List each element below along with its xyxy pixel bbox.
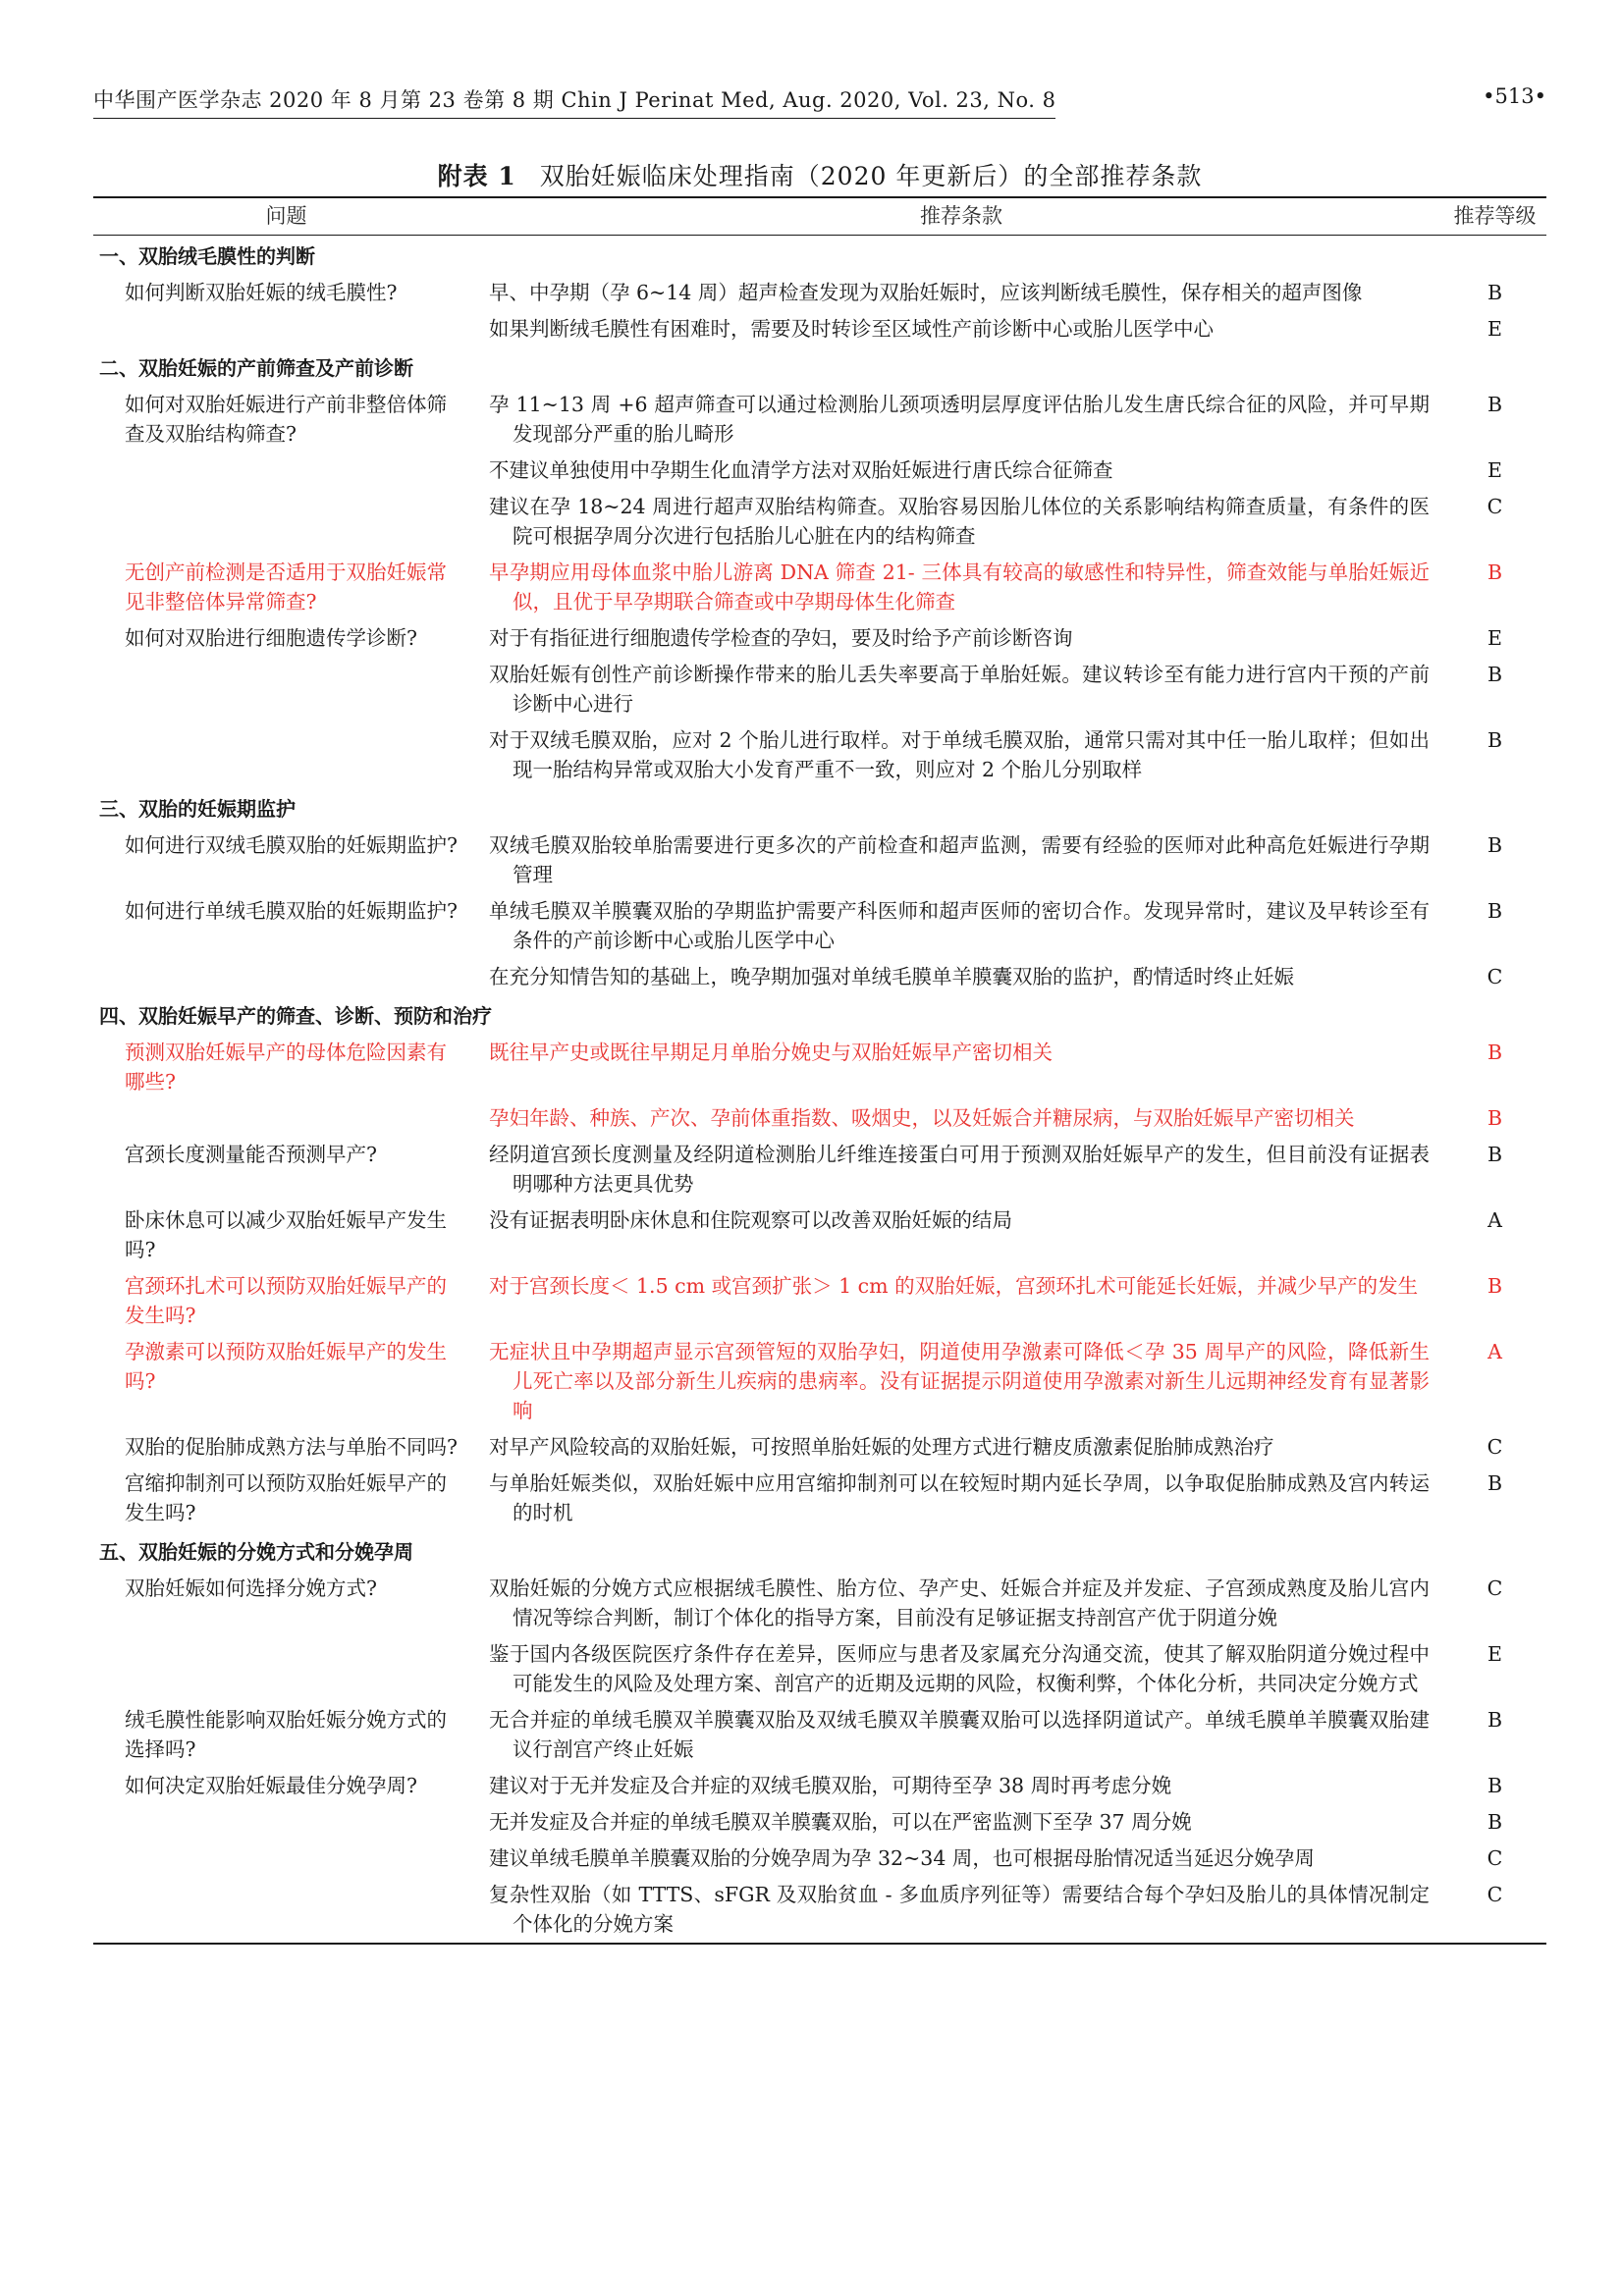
grade-cell: C <box>1487 1846 1503 1870</box>
recommendation-text: 对早产风险较高的双胎妊娠，可按照单胎妊娠的处理方式进行糖皮质激素促胎肺成熟治疗 <box>489 1435 1274 1459</box>
recommendation-cell <box>479 1768 1443 1804</box>
grade-cell: B <box>1487 561 1503 584</box>
section-title: 二、双胎妊娠的产前筛查及产前诊断 <box>99 356 413 380</box>
question-cell <box>93 959 479 995</box>
grade-cell: E <box>1487 1642 1502 1666</box>
grade-cell: C <box>1487 1576 1503 1600</box>
recommendation-cell <box>479 275 1443 311</box>
table-row <box>93 722 1546 788</box>
grade-cell: B <box>1487 1106 1503 1130</box>
question-cell <box>93 1100 479 1137</box>
recommendation-cell <box>479 828 1443 893</box>
recommendation-cell <box>479 1841 1443 1877</box>
recommendation-text: 孕妇年龄、种族、产次、孕前体重指数、吸烟史，以及妊娠合并糖尿病，与双胎妊娠早产密切相关 <box>489 1106 1355 1130</box>
grade-cell: B <box>1487 1708 1503 1732</box>
section-row <box>93 1531 1546 1571</box>
recommendation-text: 没有证据表明卧床休息和住院观察可以改善双胎妊娠的结局 <box>489 1208 1012 1232</box>
recommendation-text: 无症状且中孕期超声显示宫颈管短的双胎孕妇，阴道使用孕激素可降低＜孕 35 周早产的风险，降低新生儿死亡率以及部分新生儿疾病的患病率。没有证据提示阴道使用孕激素对新生儿远期神经发育有显著影响 <box>489 1340 1430 1422</box>
recommendation-cell <box>479 311 1443 347</box>
recommendation-cell <box>479 1466 1443 1531</box>
recommendation-cell <box>479 555 1443 620</box>
section-row <box>93 347 1546 387</box>
grade-cell: B <box>1487 393 1503 416</box>
question-cell: 如何进行双绒毛膜双胎的妊娠期监护? <box>125 833 458 857</box>
table-row <box>93 959 1546 995</box>
recommendation-text: 双胎妊娠有创性产前诊断操作带来的胎儿丢失率要高于单胎妊娠。建议转诊至有能力进行宫内干预的产前诊断中心进行 <box>489 663 1430 716</box>
table-label: 附表 1 <box>437 162 516 190</box>
section-title: 四、双胎妊娠早产的筛查、诊断、预防和治疗 <box>99 1004 492 1028</box>
question-cell: 无创产前检测是否适用于双胎妊娠常见非整倍体异常筛查? <box>125 561 447 614</box>
table-row <box>93 1466 1546 1531</box>
table-row <box>93 893 1546 959</box>
table-row <box>93 1877 1546 1944</box>
recommendation-text: 早孕期应用母体血浆中胎儿游离 DNA 筛查 21- 三体具有较高的敏感性和特异性，筛查效能与单胎妊娠近似，且优于早孕期联合筛查或中孕期母体生化筛查 <box>489 561 1430 614</box>
table-row <box>93 828 1546 893</box>
recommendation-cell <box>479 1571 1443 1636</box>
table-header-row <box>93 197 1546 236</box>
grade-cell: A <box>1487 1340 1502 1363</box>
recommendations-table <box>93 196 1546 1945</box>
recommendation-text: 无合并症的单绒毛膜双羊膜囊双胎及双绒毛膜双羊膜囊双胎可以选择阴道试产。单绒毛膜单羊膜囊双胎建议行剖宫产终止妊娠 <box>489 1708 1430 1761</box>
grade-cell: B <box>1487 663 1503 686</box>
section-title: 一、双胎绒毛膜性的判断 <box>99 244 315 268</box>
recommendation-text: 无并发症及合并症的单绒毛膜双羊膜囊双胎，可以在严密监测下至孕 37 周分娩 <box>489 1810 1192 1834</box>
recommendation-cell <box>479 1268 1443 1334</box>
recommendation-cell <box>479 893 1443 959</box>
recommendation-cell <box>479 1429 1443 1466</box>
recommendation-text: 双绒毛膜双胎较单胎需要进行更多次的产前检查和超声监测，需要有经验的医师对此种高危妊娠进行孕期管理 <box>489 833 1430 886</box>
question-cell: 绒毛膜性能影响双胎妊娠分娩方式的选择吗? <box>125 1708 447 1761</box>
recommendation-text: 与单胎妊娠类似，双胎妊娠中应用宫缩抑制剂可以在较短时期内延长孕周，以争取促胎肺成熟及宫内转运的时机 <box>489 1471 1430 1524</box>
question-cell: 双胎妊娠如何选择分娩方式? <box>125 1576 377 1600</box>
question-cell <box>93 453 479 489</box>
table-title <box>93 157 1546 192</box>
table-row <box>93 1768 1546 1804</box>
table-row <box>93 387 1546 453</box>
question-cell: 宫缩抑制剂可以预防双胎妊娠早产的发生吗? <box>125 1471 447 1524</box>
question-cell: 如何对双胎妊娠进行产前非整倍体筛查及双胎结构筛查? <box>125 393 447 446</box>
table-row <box>93 1841 1546 1877</box>
section-row <box>93 788 1546 828</box>
table-row <box>93 489 1546 555</box>
table-row <box>93 1702 1546 1768</box>
question-cell: 如何决定双胎妊娠最佳分娩孕周? <box>125 1774 417 1797</box>
question-cell: 卧床休息可以减少双胎妊娠早产发生吗? <box>125 1208 447 1261</box>
recommendation-text: 经阴道宫颈长度测量及经阴道检测胎儿纤维连接蛋白可用于预测双胎妊娠早产的发生，但目前没有证据表明哪种方法更具优势 <box>489 1143 1430 1196</box>
grade-cell: B <box>1487 1143 1503 1166</box>
question-cell: 双胎的促胎肺成熟方法与单胎不同吗? <box>125 1435 458 1459</box>
table-row <box>93 275 1546 311</box>
recommendation-text: 孕 11~13 周 +6 超声筛查可以通过检测胎儿颈项透明层厚度评估胎儿发生唐氏综合征的风险，并可早期发现部分严重的胎儿畸形 <box>489 393 1430 446</box>
question-cell: 孕激素可以预防双胎妊娠早产的发生吗? <box>125 1340 447 1393</box>
column-header-grade: 推荐等级 <box>1443 197 1546 236</box>
recommendation-cell <box>479 489 1443 555</box>
table-row <box>93 555 1546 620</box>
recommendation-cell <box>479 1100 1443 1137</box>
question-cell <box>93 1636 479 1702</box>
column-header-recommendation: 推荐条款 <box>479 197 1443 236</box>
section-title: 三、双胎的妊娠期监护 <box>99 797 296 821</box>
grade-cell: B <box>1487 281 1503 304</box>
table-row <box>93 1804 1546 1841</box>
table-row <box>93 620 1546 657</box>
recommendation-cell <box>479 959 1443 995</box>
column-header-question: 问题 <box>93 197 479 236</box>
recommendation-text: 对于宫颈长度＜ 1.5 cm 或宫颈扩张＞ 1 cm 的双胎妊娠，宫颈环扎术可能延长妊娠，并减少早产的发生 <box>489 1274 1419 1298</box>
recommendation-cell <box>479 1636 1443 1702</box>
question-cell: 宫颈长度测量能否预测早产? <box>125 1143 377 1166</box>
table-row <box>93 657 1546 722</box>
grade-cell: B <box>1487 833 1503 857</box>
table-caption: 双胎妊娠临床处理指南（2020 年更新后）的全部推荐条款 <box>539 162 1203 190</box>
grade-cell: C <box>1487 1435 1503 1459</box>
table-row <box>93 1429 1546 1466</box>
page-header <box>93 84 1546 124</box>
recommendation-cell <box>479 620 1443 657</box>
recommendation-cell <box>479 1702 1443 1768</box>
grade-cell: E <box>1487 458 1502 482</box>
recommendation-cell <box>479 1804 1443 1841</box>
recommendation-text: 单绒毛膜双羊膜囊双胎的孕期监护需要产科医师和超声医师的密切合作。发现异常时，建议及早转诊至有条件的产前诊断中心或胎儿医学中心 <box>489 899 1430 952</box>
recommendation-cell <box>479 387 1443 453</box>
table-row <box>93 453 1546 489</box>
question-cell <box>93 1804 479 1841</box>
table-row <box>93 1334 1546 1429</box>
recommendation-cell <box>479 1035 1443 1100</box>
table-row <box>93 1571 1546 1636</box>
question-cell <box>93 489 479 555</box>
table-row <box>93 1100 1546 1137</box>
recommendation-text: 建议单绒毛膜单羊膜囊双胎的分娩孕周为孕 32~34 周，也可根据母胎情况适当延迟分娩孕周 <box>489 1846 1315 1870</box>
recommendation-text: 复杂性双胎（如 TTTS、sFGR 及双胎贫血 - 多血质序列征等）需要结合每个孕妇及胎儿的具体情况制定个体化的分娩方案 <box>489 1883 1430 1936</box>
section-row <box>93 995 1546 1035</box>
recommendation-text: 建议在孕 18~24 周进行超声双胎结构筛查。双胎容易因胎儿体位的关系影响结构筛查质量，有条件的医院可根据孕周分次进行包括胎儿心脏在内的结构筛查 <box>489 495 1430 548</box>
recommendation-cell <box>479 1334 1443 1429</box>
recommendation-text: 对于双绒毛膜双胎，应对 2 个胎儿进行取样。对于单绒毛膜双胎，通常只需对其中任一胎儿取样；但如出现一胎结构异常或双胎大小发育严重不一致，则应对 2 个胎儿分别取样 <box>489 728 1430 781</box>
table-body <box>93 236 1546 1945</box>
table-row <box>93 1137 1546 1202</box>
recommendations-table-wrapper <box>93 196 1546 1945</box>
page-number: •513• <box>1483 84 1546 108</box>
recommendation-cell <box>479 1137 1443 1202</box>
grade-cell: B <box>1487 1041 1503 1064</box>
grade-cell: B <box>1487 1471 1503 1495</box>
question-cell: 如何进行单绒毛膜双胎的妊娠期监护? <box>125 899 458 923</box>
grade-cell: A <box>1487 1208 1502 1232</box>
recommendation-cell <box>479 1202 1443 1268</box>
question-cell: 宫颈环扎术可以预防双胎妊娠早产的发生吗? <box>125 1274 447 1327</box>
journal-citation: 中华围产医学杂志 2020 年 8 月第 23 卷第 8 期 Chin J Perinat Med, Aug. 2020, Vol. 23, No. 8 <box>93 84 1055 119</box>
recommendation-text: 如果判断绒毛膜性有困难时，需要及时转诊至区域性产前诊断中心或胎儿医学中心 <box>489 317 1214 341</box>
recommendation-text: 既往早产史或既往早期足月单胎分娩史与双胎妊娠早产密切相关 <box>489 1041 1053 1064</box>
recommendation-cell <box>479 657 1443 722</box>
grade-cell: E <box>1487 317 1502 341</box>
question-cell <box>93 657 479 722</box>
question-cell: 如何对双胎进行细胞遗传学诊断? <box>125 626 417 650</box>
section-title: 五、双胎妊娠的分娩方式和分娩孕周 <box>99 1540 413 1564</box>
recommendation-cell <box>479 722 1443 788</box>
grade-cell: B <box>1487 1774 1503 1797</box>
recommendation-text: 早、中孕期（孕 6~14 周）超声检查发现为双胎妊娠时，应该判断绒毛膜性，保存相关的超声图像 <box>489 281 1363 304</box>
recommendation-cell <box>479 1877 1443 1944</box>
recommendation-text: 对于有指征进行细胞遗传学检查的孕妇，要及时给予产前诊断咨询 <box>489 626 1073 650</box>
table-row <box>93 311 1546 347</box>
question-cell: 预测双胎妊娠早产的母体危险因素有哪些? <box>125 1041 447 1094</box>
recommendation-text: 在充分知情告知的基础上，晚孕期加强对单绒毛膜单羊膜囊双胎的监护，酌情适时终止妊娠 <box>489 965 1294 988</box>
grade-cell: C <box>1487 965 1503 988</box>
grade-cell: B <box>1487 1810 1503 1834</box>
table-row <box>93 1035 1546 1100</box>
recommendation-text: 建议对于无并发症及合并症的双绒毛膜双胎，可期待至孕 38 周时再考虑分娩 <box>489 1774 1172 1797</box>
grade-cell: B <box>1487 728 1503 752</box>
recommendation-cell <box>479 453 1443 489</box>
question-cell <box>93 1841 479 1877</box>
recommendation-text: 不建议单独使用中孕期生化血清学方法对双胎妊娠进行唐氏综合征筛查 <box>489 458 1113 482</box>
section-row <box>93 236 1546 276</box>
grade-cell: C <box>1487 495 1503 518</box>
recommendation-text: 双胎妊娠的分娩方式应根据绒毛膜性、胎方位、孕产史、妊娠合并症及并发症、子宫颈成熟度及胎儿宫内情况等综合判断，制订个体化的指导方案，目前没有足够证据支持剖宫产优于阴道分娩 <box>489 1576 1430 1629</box>
grade-cell: B <box>1487 1274 1503 1298</box>
question-cell <box>93 722 479 788</box>
grade-cell: E <box>1487 626 1502 650</box>
table-row <box>93 1268 1546 1334</box>
question-cell <box>93 311 479 347</box>
recommendation-text: 鉴于国内各级医院医疗条件存在差异，医师应与患者及家属充分沟通交流，使其了解双胎阴道分娩过程中可能发生的风险及处理方案、剖宫产的近期及远期的风险，权衡利弊，个体化分析，共同决定分娩方式 <box>489 1642 1430 1695</box>
question-cell <box>93 1877 479 1944</box>
grade-cell: C <box>1443 1877 1546 1944</box>
table-row <box>93 1202 1546 1268</box>
table-row <box>93 1636 1546 1702</box>
question-cell: 如何判断双胎妊娠的绒毛膜性? <box>125 281 398 304</box>
grade-cell: B <box>1487 899 1503 923</box>
